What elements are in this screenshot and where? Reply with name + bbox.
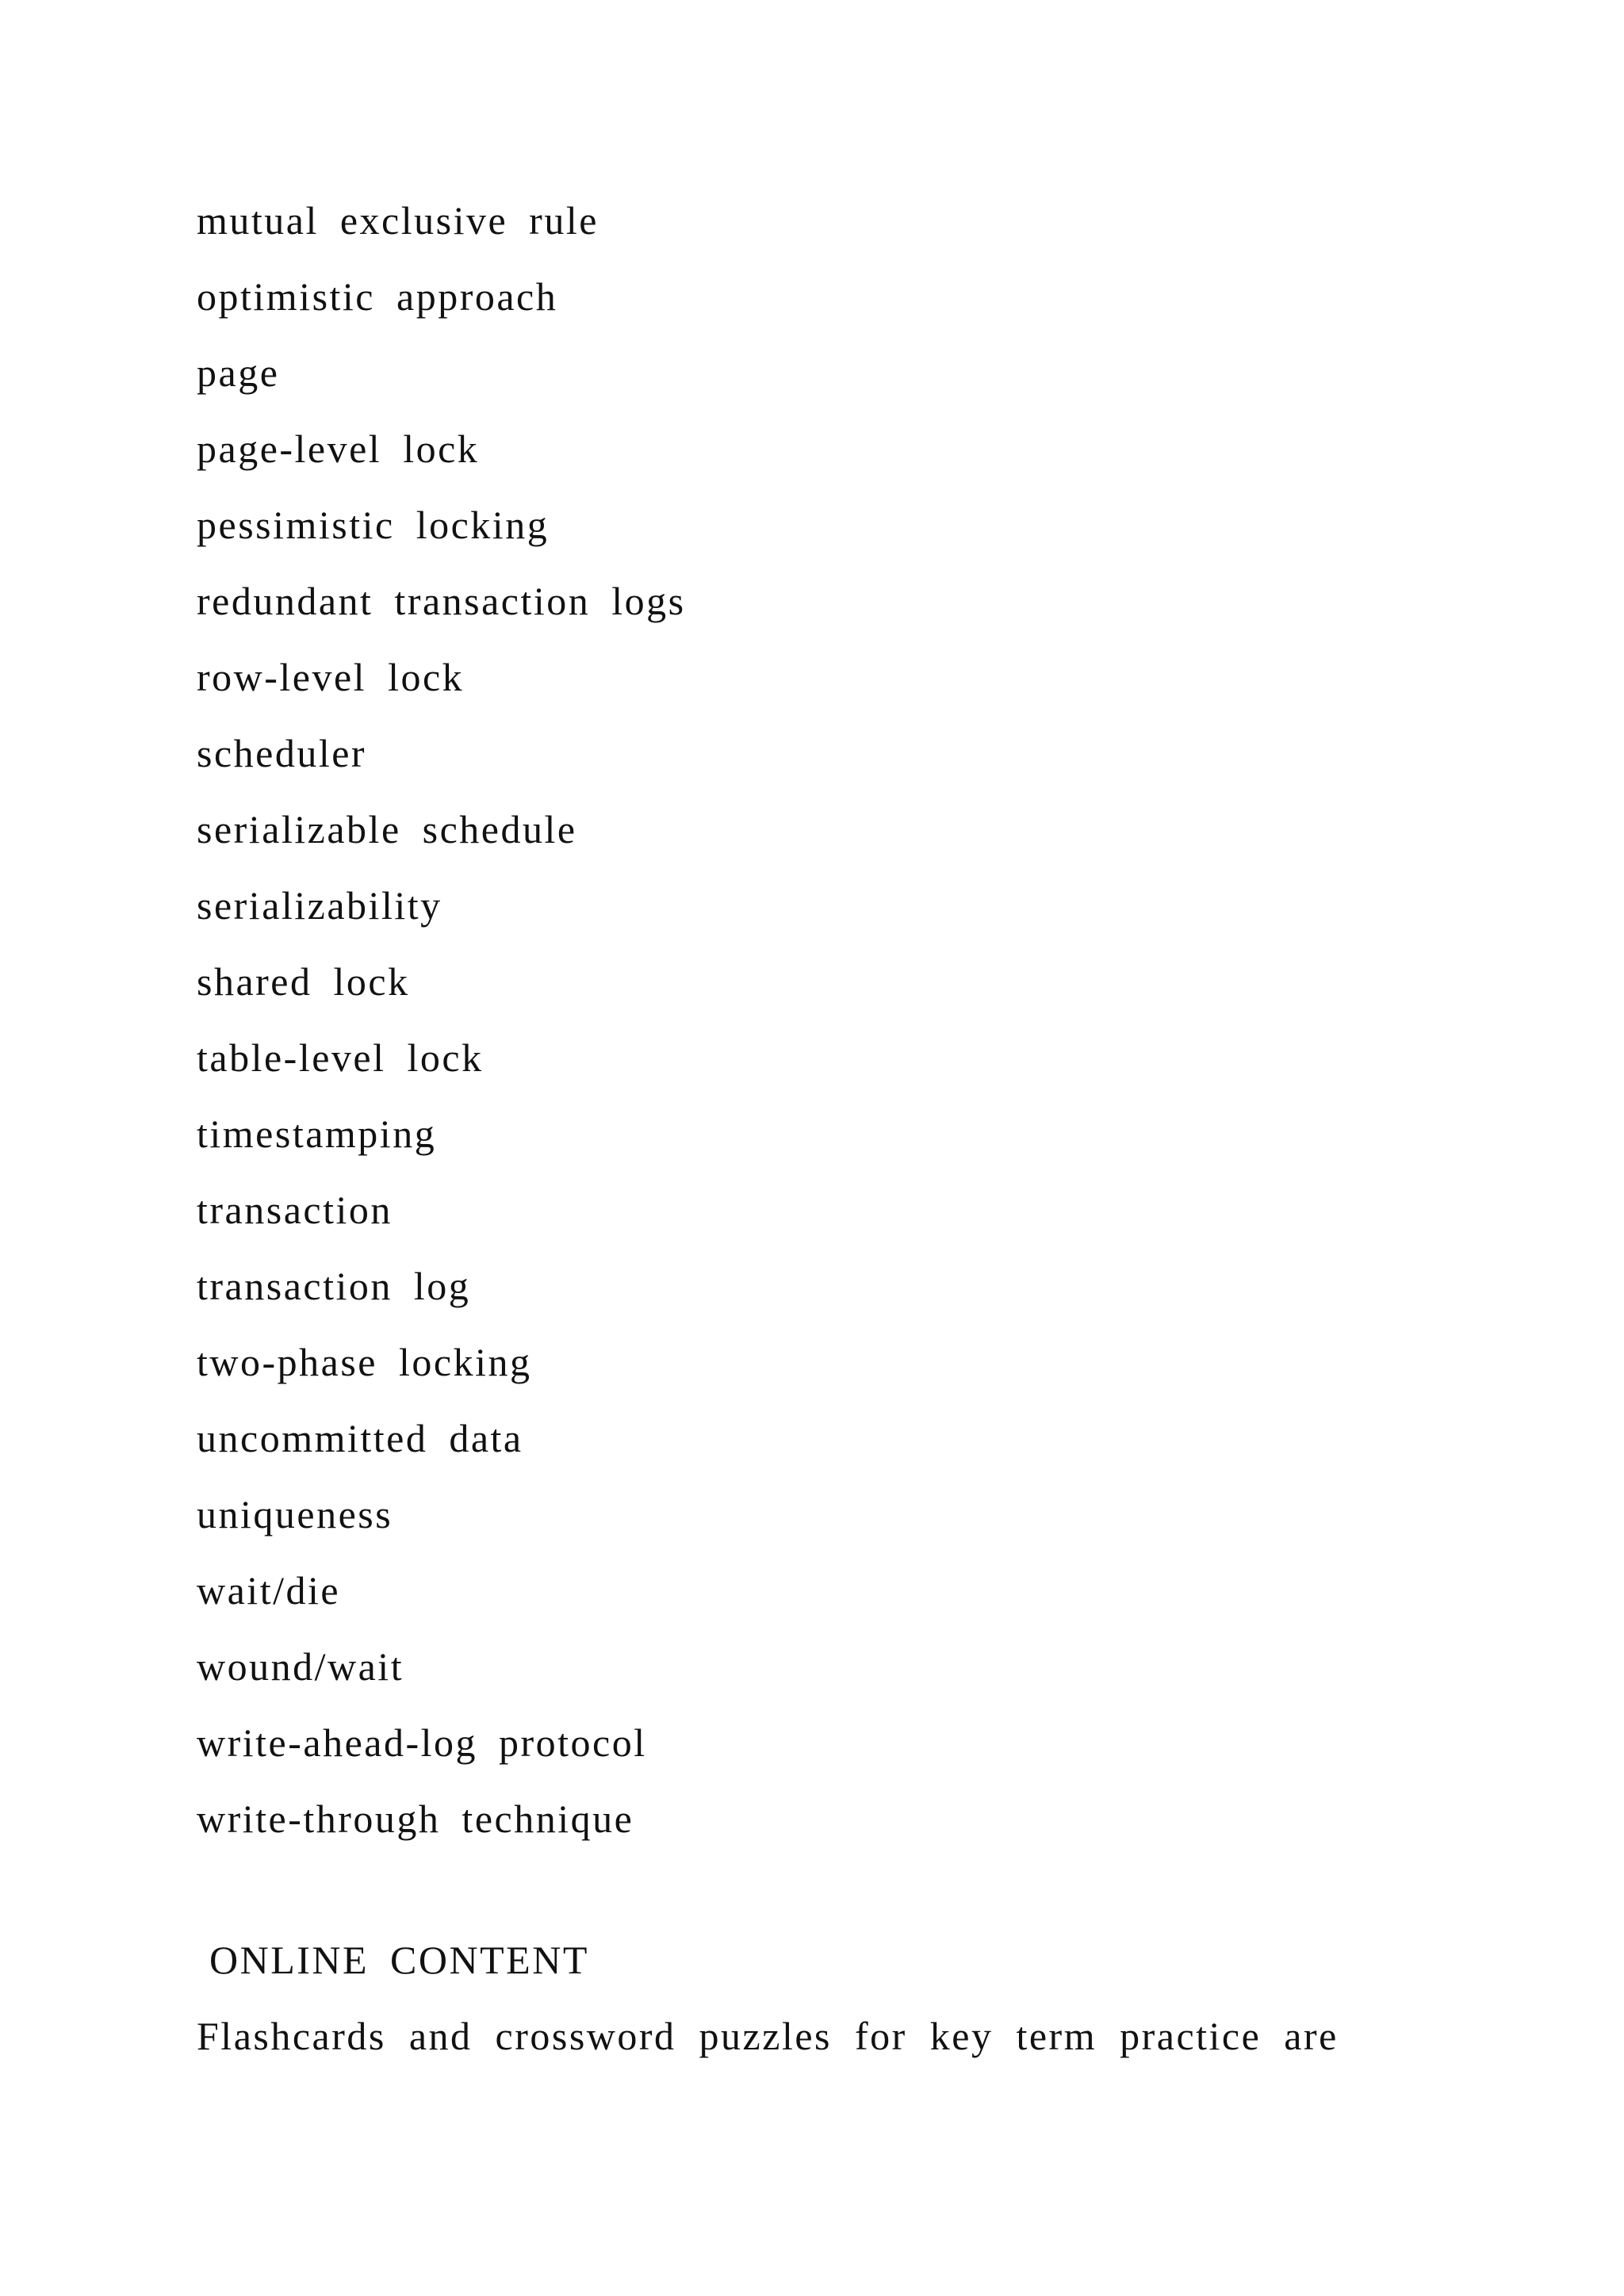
list-item: uncommitted data — [197, 1416, 523, 1460]
list-item: wait/die — [197, 1568, 341, 1613]
list-item: two-phase locking — [197, 1340, 532, 1384]
list-item: optimistic approach — [197, 274, 558, 319]
list-item: scheduler — [197, 731, 367, 775]
list-item: page-level lock — [197, 427, 480, 471]
list-item: transaction log — [197, 1264, 471, 1308]
key-terms-list — [197, 192, 686, 1866]
list-item: uniqueness — [197, 1492, 393, 1536]
list-item: serializability — [197, 883, 442, 928]
list-item: table-level lock — [197, 1035, 484, 1080]
list-item: write-through technique — [197, 1797, 634, 1841]
online-content-text: Flashcards and crossword puzzles for key term practice are — [197, 2014, 1339, 2058]
list-item: timestamping — [197, 1112, 437, 1156]
list-item: redundant transaction logs — [197, 579, 686, 623]
list-item: pessimistic locking — [197, 503, 550, 547]
list-item: wound/wait — [197, 1644, 404, 1689]
list-item: shared lock — [197, 959, 410, 1004]
list-item: row-level lock — [197, 655, 465, 699]
list-item: page — [197, 350, 280, 395]
list-item: serializable schedule — [197, 807, 577, 851]
online-content-heading: ONLINE CONTENT — [209, 1938, 589, 1982]
list-item: transaction — [197, 1188, 393, 1232]
list-item: mutual exclusive rule — [197, 198, 599, 243]
list-item: write-ahead-log protocol — [197, 1720, 647, 1765]
